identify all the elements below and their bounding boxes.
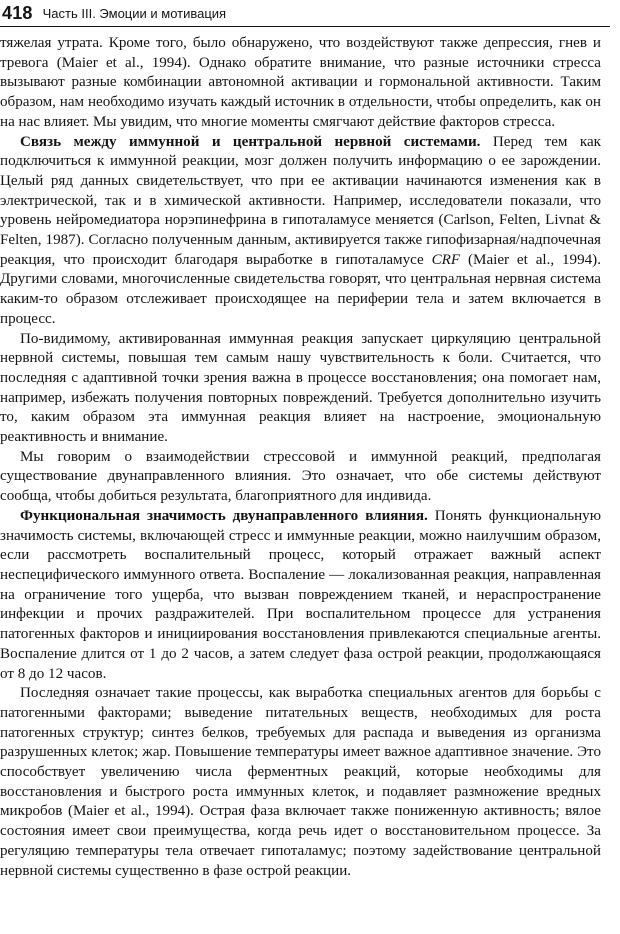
- italic-term: CRF: [431, 251, 461, 268]
- paragraph: тяжелая утрата. Кроме того, было обнаружено, что воздействуют также депрессия, гнев и тревога (Maier et al., 1994). Однако обратите внимание, что разные источники стресса вызывают разные комбинации автономной активации и гормональной активности. Таким образом, нам необходимо изучать каждый источник в отдельности, чтобы определить, как он на нас влияет. Мы увидим, что многие моменты смягчают действие факторов стресса.: [0, 35, 601, 130]
- run-in-heading: Связь между иммунной и центральной нервной системами.: [20, 133, 481, 150]
- paragraph: [0, 133, 601, 330]
- running-head: Часть III. Эмоции и мотивация: [42, 5, 227, 21]
- paragraph-text: Понять функциональную значимость системы, включающей стресс и иммунные реакции, можно наилучшим образом, если рассмотреть воспалительный процесс, который отражает важный аспект неспецифического иммунного ответа. Воспаление — локализованная реакция, направленная на ограничение того ущерба, что вызван повреждением тканей, и нераспространение инфекции и прочих раздражителей. При воспалительном процессе для устранения патогенных факторов и инициирования восстановления привлекаются специальные агенты. Воспаление длится от 1 до 2 часов, а затем следует фаза острой реакции, продолжающаяся от 8 до 12 часов.: [0, 507, 601, 682]
- page-number: 418: [2, 2, 33, 23]
- run-in-heading: Функциональная значимость двунаправленного влияния.: [20, 507, 428, 524]
- paragraph: По-видимому, активированная иммунная реакция запускает циркуляцию центральной нервной системы, повышая тем самым нашу чувствительность к боли. Считается, что последняя с адаптивной точки зрения важна в процессе восстановления; она помогает нам, например, избежать получения повторных повреждений. Требуется дополнительно изучить то, каким образом эта иммунная реакция влияет на настроение, эмоциональную реактивность и внимание.: [0, 330, 601, 446]
- paragraph-text: Перед тем как подключиться к иммунной реакции, мозг должен получить информацию о ее зарождении. Целый ряд данных свидетельствует, что при ее активации начинаются изменения как в электрической, так и в химической активности. Например, исследователи показали, что уровень нейромедиатора норэпинефрина в гипоталамусе меняется (Carlson, Felten, Livnat & Felten, 1987). Согласно полученным данным, активируется также гипофизарная/надпочечная реакция, что происходит благодаря выработке в гипоталамусе: [0, 133, 601, 268]
- paragraph-text: (Maier et al., 1994). Другими словами, многочисленные свидетельства говорят, что центральная нервная система каким-то образом отслеживает происходящее на периферии тела и затем включается в процесс.: [0, 251, 601, 327]
- body-text: [0, 34, 601, 881]
- page-header: [0, 0, 610, 27]
- paragraph: Последняя означает такие процессы, как выработка специальных агентов для борьбы с патогенными факторами; выведение питательных веществ, необходимых для роста патогенных структур; синтез белков, требуемых для распада и выведения из организма разрушенных клеток; жар. Повышение температуры имеет важное адаптивное значение. Это способствует увеличению числа ферментных реакций, которые необходимы для восстановления и быстрого роста иммунных клеток, и подавляет размножение вредных микробов (Maier et al., 1994). Острая фаза включает также пониженную активность; вялое состояния имеет свои преимущества, когда речь идет о восстановительном процессе. За регуляцию температуры тела отвечает гипоталамус; поэтому задействование центральной нервной системы существенно в фазе острой реакции.: [0, 685, 601, 879]
- paragraph: Мы говорим о взаимодействии стрессовой и иммунной реакций, предполагая существование двунаправленного влияния. Это означает, что обе системы действуют сообща, чтобы добиться результата, благоприятного для индивида.: [0, 448, 601, 505]
- paragraph: [0, 507, 601, 684]
